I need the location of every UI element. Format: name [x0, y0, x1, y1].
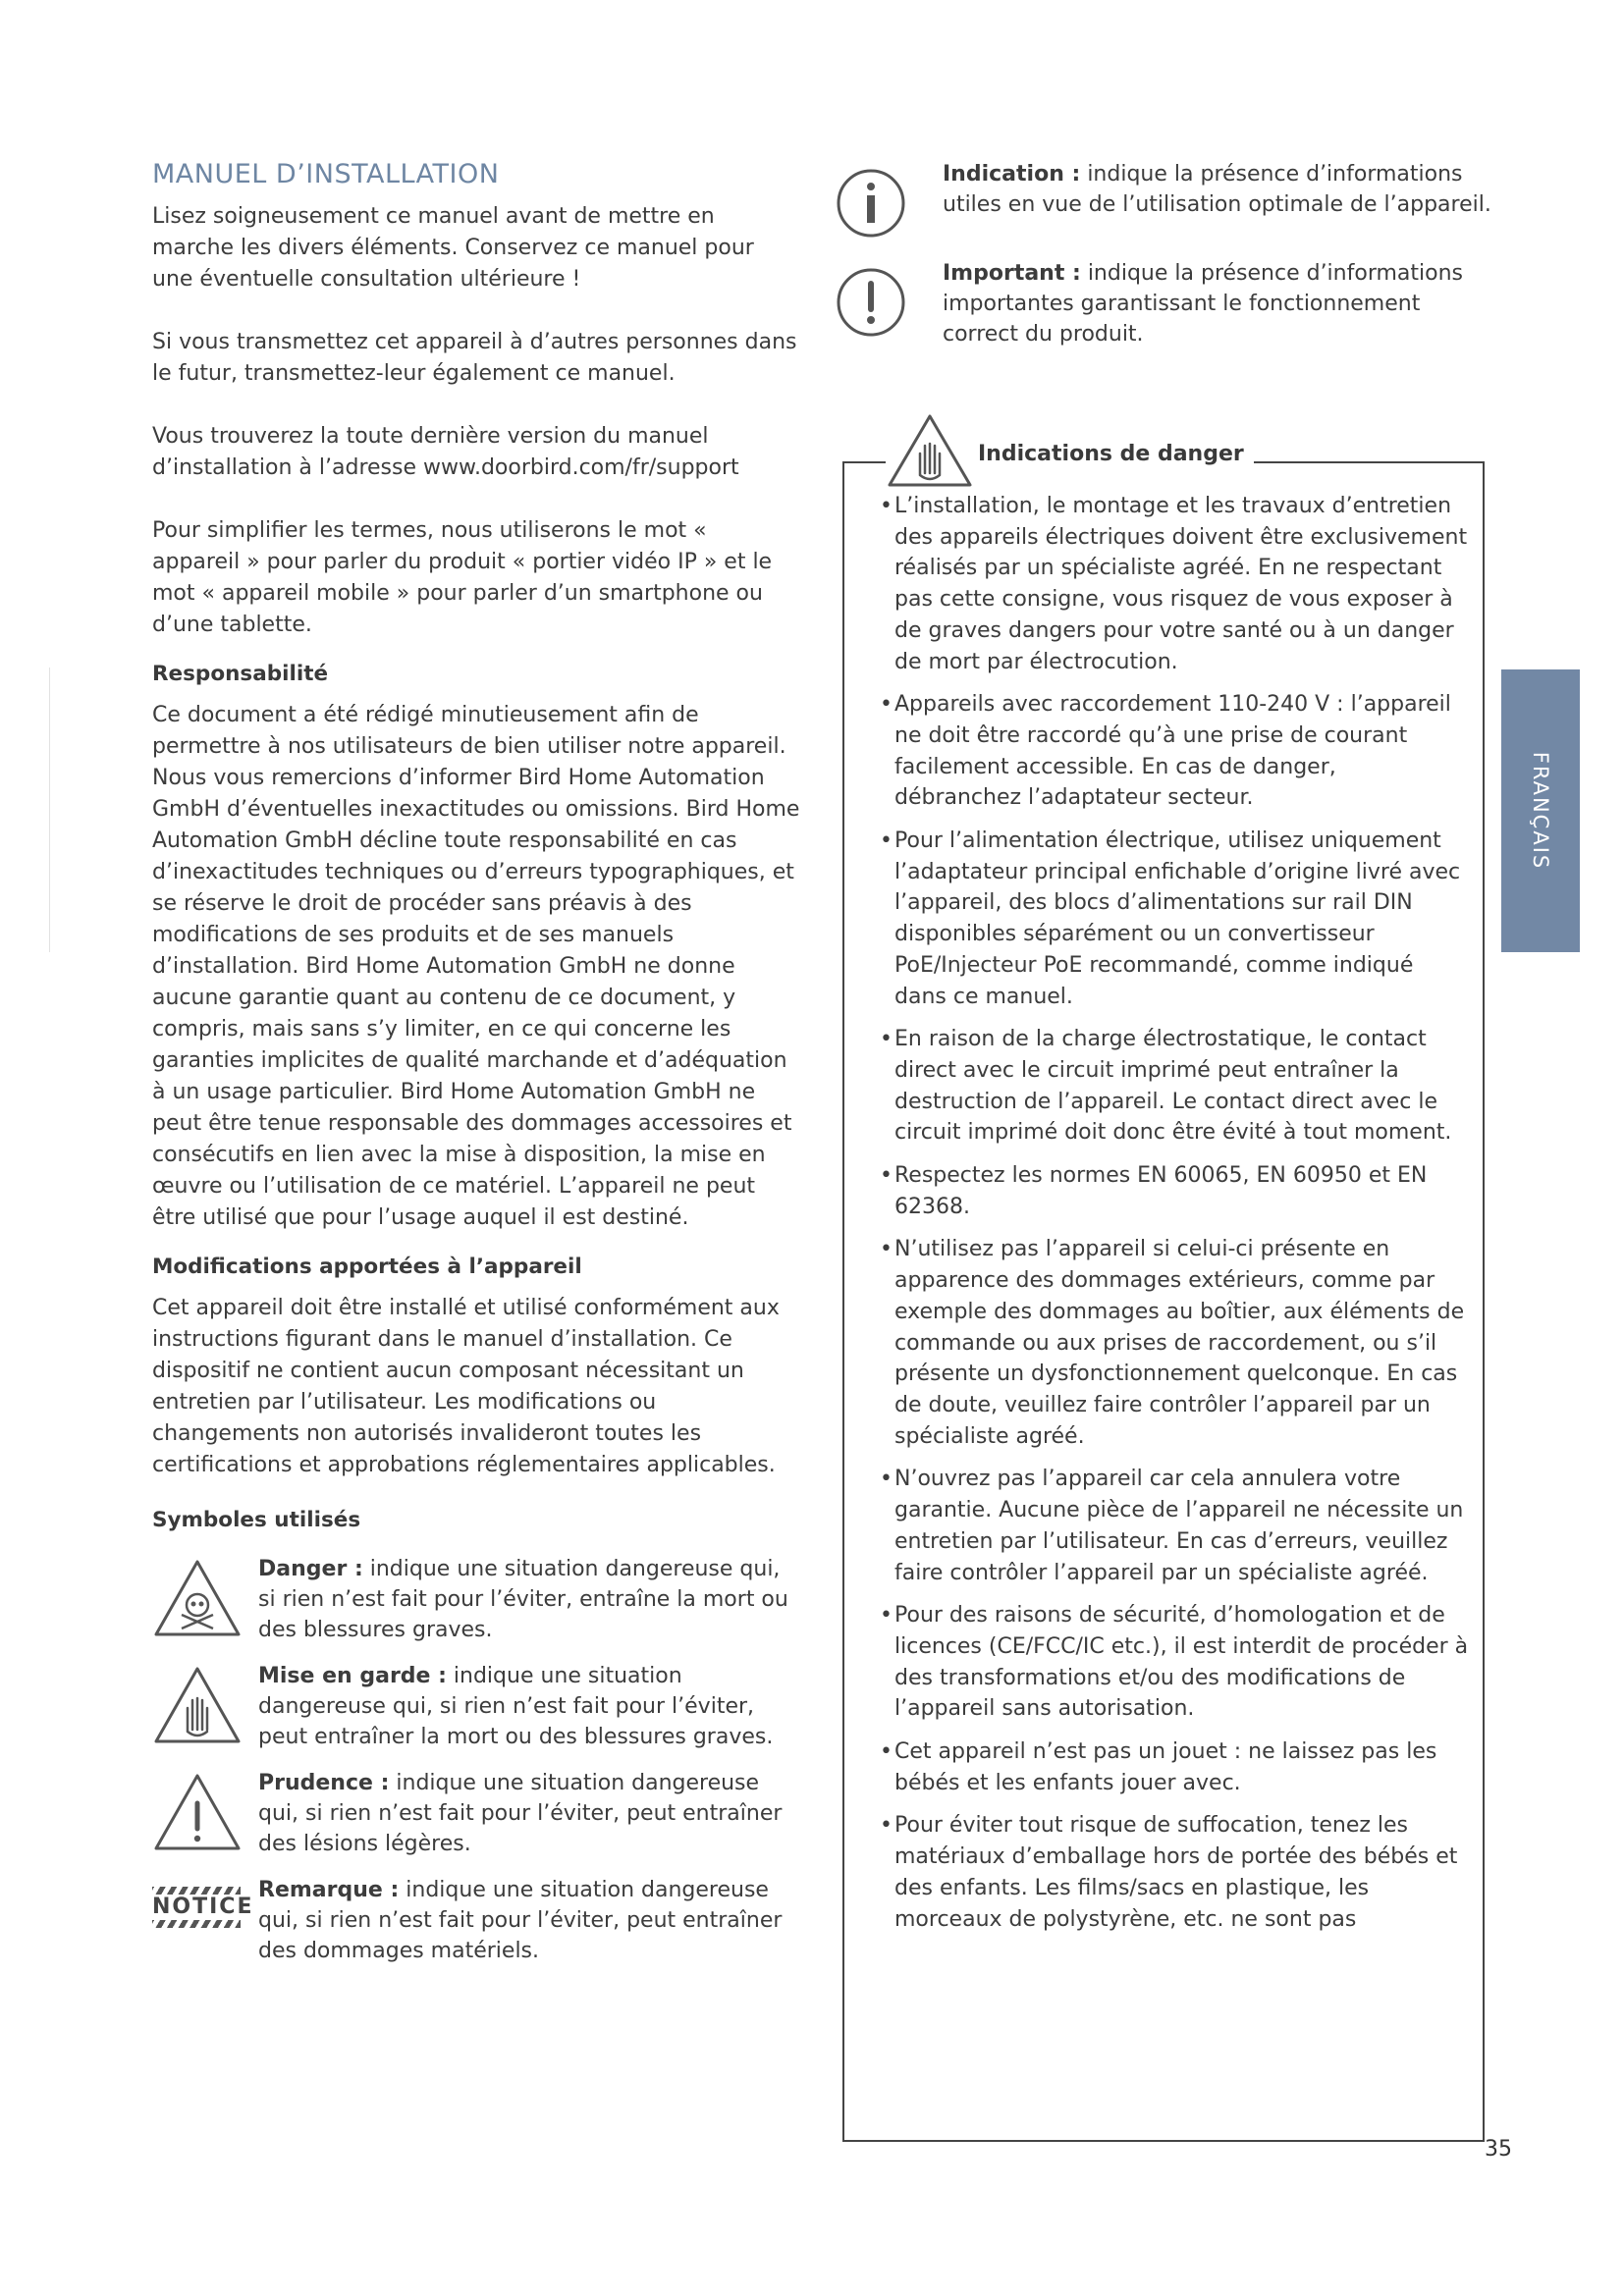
- page-number: 35: [1485, 2137, 1512, 2162]
- intro-paragraph-1: Lisez soigneusement ce manuel avant de mettre en marche les divers éléments. Conservez ce manuel pour une éventuelle consultation ultérieure !: [152, 204, 754, 292]
- exclamation-triangle-icon: [152, 1768, 243, 1856]
- left-column: [152, 159, 800, 1982]
- symbol-mise-en-garde-text: [258, 1661, 800, 1752]
- indication-important-text: [943, 258, 1492, 349]
- symbol-term: Prudence :: [258, 1771, 390, 1795]
- intro-paragraph-2: Si vous transmettez cet appareil à d’autres personnes dans le futur, transmettez-leur également ce manuel.: [152, 330, 797, 386]
- indication-term: Indication :: [943, 162, 1081, 187]
- box-top-line: [844, 461, 892, 463]
- symbol-desc: indique une situation dangereuse qui, si rien n’est fait pour l’éviter, peut entraîner des lésions légères.: [258, 1771, 783, 1856]
- intro-paragraph-4: Pour simplifier les termes, nous utiliserons le mot « appareil » pour parler du produit « portier vidéo IP » et le mot « appareil mobile » pour parler d’un smartphone ou d’une tablette.: [152, 518, 773, 637]
- language-tab-label: FRANÇAIS: [1529, 751, 1552, 871]
- symbol-remarque: [152, 1875, 800, 1966]
- symbol-prudence: [152, 1768, 800, 1859]
- danger-list: [880, 491, 1469, 1947]
- symbol-desc: indique une situation dangereuse qui, si rien n’est fait pour l’éviter, peut entraîner la mort ou des blessures graves.: [258, 1664, 774, 1749]
- symbol-remarque-text: [258, 1875, 800, 1966]
- list-item: • Respectez les normes EN 60065, EN 60950 et EN 62368.: [880, 1160, 1469, 1222]
- notice-icon: [152, 1887, 254, 1975]
- indication-important: [835, 258, 1492, 351]
- symbol-term: Danger :: [258, 1557, 363, 1581]
- list-item: • En raison de la charge électrostatique, le contact direct avec le circuit imprimé peut entraîner la destruction de l’appareil. Le contact direct avec le circuit imprimé doit donc être évité à tout moment.: [880, 1024, 1469, 1148]
- indication-desc: indique la présence d’informations importantes garantissant le fonctionnement correct du produit.: [943, 261, 1463, 347]
- list-item: • Pour l’alimentation électrique, utilisez uniquement l’adaptateur principal enfichable d’origine livré avec l’appareil, des blocs d’alimentations sur rail DIN disponibles séparément ou un convertisseur PoE/Injecteur PoE recommandé, comme indiqué dans ce manuel.: [880, 826, 1469, 1012]
- symboles-heading: Symboles utilisés: [152, 1508, 361, 1532]
- danger-heading: Indications de danger: [976, 442, 1254, 466]
- symbol-danger-text: [258, 1554, 800, 1645]
- margin-rule: [49, 667, 50, 952]
- symbol-term: Remarque :: [258, 1878, 400, 1902]
- notice-label: NOTICE: [152, 1895, 254, 1919]
- list-item: • N’utilisez pas l’appareil si celui-ci présente en apparence des dommages extérieurs, comme par exemple des dommages au boîtier, aux éléments de commande ou aux prises de raccordement, ou s’il présente un dysfonctionnement quelconque. En cas de doute, veuillez faire contrôler l’appareil par un spécialiste agréé.: [880, 1234, 1469, 1452]
- symbol-danger: [152, 1554, 800, 1645]
- symbol-prudence-text: [258, 1768, 800, 1859]
- indication-term: Important :: [943, 261, 1081, 286]
- list-item: • N’ouvrez pas l’appareil car cela annulera votre garantie. Aucune pièce de l’appareil ne nécessite un entretien par l’utilisateur. En cas d’erreurs, veuillez faire contrôler l’appareil par un spécialiste agréé.: [880, 1464, 1469, 1588]
- list-item: • Pour des raisons de sécurité, d’homologation et de licences (CE/FCC/IC etc.), il est interdit de procéder à des transformations et/ou des modifications de l’appareil sans autorisation.: [880, 1600, 1469, 1725]
- responsabilite-text: Ce document a été rédigé minutieusement afin de permettre à nos utilisateurs de bien utiliser notre appareil. Nous vous remercions d’informer Bird Home Automation GmbH d’éventuelles inexactitudes ou omissions. Bird Home Automation GmbH décline toute responsabilité en cas d’inexactitudes techniques ou d’erreurs typographiques, et se réserve le droit de procéder sans préavis à des modifications de ses produits et de ses manuels d’installation. Bird Home Automation GmbH ne donne aucune garantie quant au contenu de ce document, y compris, mais sans s’y limiter, en ce qui concerne les garanties implicites de qualité marchande et d’adéquation à un usage particulier. Bird Home Automation GmbH ne peut être tenue responsable des dommages accessoires et consécutifs en lien avec la mise à disposition, la mise en œuvre ou l’utilisation de ce matériel. L’appareil ne peut être utilisé que pour l’usage auquel il est destiné.: [152, 703, 800, 1230]
- box-top-line: [1247, 461, 1483, 463]
- info-icon: [835, 167, 907, 240]
- exclamation-circle-icon: [835, 266, 907, 339]
- indication-info-text: [943, 159, 1492, 220]
- hand-warning-icon: [886, 412, 974, 489]
- symbol-mise-en-garde: [152, 1661, 800, 1752]
- right-column: [835, 159, 1492, 357]
- list-item: • Pour éviter tout risque de suffocation, tenez les matériaux d’emballage hors de portée des bébés et des enfants. Les films/sacs en plastique, les morceaux de polystyrène, etc. ne sont pas: [880, 1810, 1469, 1935]
- language-tab: [1501, 669, 1580, 952]
- responsabilite-heading: Responsabilité: [152, 662, 329, 686]
- symbol-term: Mise en garde :: [258, 1664, 447, 1688]
- skull-warning-icon: [152, 1554, 243, 1642]
- list-item: • L’installation, le montage et les travaux d’entretien des appareils électriques doivent être exclusivement réalisés par un spécialiste agréé. En ne respectant pas cette consigne, vous risquez de vous exposer à de graves dangers pour votre santé ou à un danger de mort par électrocution.: [880, 491, 1469, 677]
- modifications-heading: Modifications apportées à l’appareil: [152, 1255, 582, 1279]
- hand-warning-icon: [152, 1661, 243, 1749]
- intro-paragraph-3: Vous trouverez la toute dernière version du manuel d’installation à l’adresse www.doorbird.com/fr/support: [152, 424, 739, 480]
- danger-box: [842, 442, 1485, 2142]
- list-item: • Cet appareil n’est pas un jouet : ne laissez pas les bébés et les enfants jouer avec.: [880, 1736, 1469, 1798]
- page-title: MANUEL D’INSTALLATION: [152, 159, 500, 189]
- list-item: • Appareils avec raccordement 110-240 V : l’appareil ne doit être raccordé qu’à une prise de courant facilement accessible. En cas de danger, débranchez l’adaptateur secteur.: [880, 689, 1469, 814]
- indication-info: [835, 159, 1492, 252]
- symbol-desc: indique une situation dangereuse qui, si rien n’est fait pour l’éviter, peut entraîner des dommages matériels.: [258, 1878, 783, 1963]
- symbol-desc: indique une situation dangereuse qui, si rien n’est fait pour l’éviter, entraîne la mort ou des blessures graves.: [258, 1557, 788, 1642]
- indication-desc: indique la présence d’informations utiles en vue de l’utilisation optimale de l’appareil.: [943, 162, 1491, 217]
- modifications-text: Cet appareil doit être installé et utilisé conformément aux instructions figurant dans le manuel d’installation. Ce dispositif ne contient aucun composant nécessitant un entretien par l’utilisateur. Les modifications ou changements non autorisés invalideront toutes les certifications et approbations réglementaires applicables.: [152, 1296, 780, 1477]
